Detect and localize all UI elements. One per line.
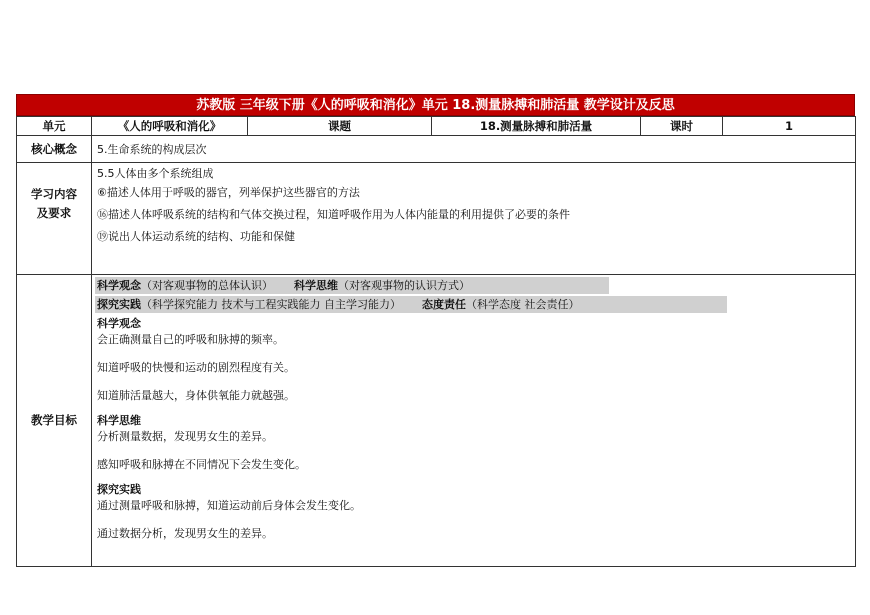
goal-item: 通过数据分析，发现男女生的差异。	[97, 527, 273, 540]
tag-title: 科学思维	[293, 279, 338, 292]
tag-title: 态度责任	[421, 298, 466, 311]
teaching-goals-label: 教学目标	[17, 275, 92, 567]
tag-desc: （对客观事物的认识方式）	[337, 279, 470, 292]
goal-item: 分析测量数据，发现男女生的差异。	[97, 430, 273, 443]
period-value: 1	[723, 117, 856, 136]
learning-item: 5.5人体由多个系统组成	[97, 167, 214, 180]
learning-item: ⑯描述人体呼吸系统的结构和气体交换过程，知道呼吸作用为人体内能量的利用提供了必要的条件	[97, 208, 570, 221]
lesson-value: 18.测量脉搏和肺活量	[432, 117, 641, 136]
teaching-goals-row	[17, 275, 856, 567]
tag-desc: （科学态度 社会责任）	[465, 298, 580, 311]
goal-section-title: 科学思维	[97, 414, 141, 427]
learning-content-list	[92, 163, 856, 275]
period-label: 课时	[641, 117, 723, 136]
lesson-plan-table	[16, 116, 856, 567]
learning-item: ⑲说出人体运动系统的结构、功能和保健	[97, 230, 295, 243]
learning-label-line2: 及要求	[36, 206, 72, 220]
teaching-goals-content	[92, 275, 856, 567]
learning-content-label	[17, 163, 92, 275]
goal-tags-row-2	[95, 296, 727, 313]
tag-title: 探究实践	[97, 298, 141, 311]
goal-section-title: 科学观念	[97, 317, 141, 330]
unit-value: 《人的呼吸和消化》	[92, 117, 248, 136]
learning-content-row	[17, 163, 856, 275]
goal-item: 知道呼吸的快慢和运动的剧烈程度有关。	[97, 361, 295, 374]
unit-label: 单元	[17, 117, 92, 136]
core-concept-row	[17, 136, 856, 163]
header-row	[17, 117, 856, 136]
tag-desc: （对客观事物的总体认识）	[141, 279, 273, 292]
document-title-banner: 苏教版 三年级下册《人的呼吸和消化》单元 18.测量脉搏和肺活量 教学设计及反思	[16, 94, 855, 116]
goal-section-title: 探究实践	[97, 483, 141, 496]
goal-item: 知道肺活量越大，身体供氧能力就越强。	[97, 389, 295, 402]
goal-tags-row-1	[95, 277, 609, 294]
lesson-label: 课题	[248, 117, 432, 136]
learning-item: ⑥描述人体用于呼吸的器官，列举保护这些器官的方法	[97, 186, 360, 199]
goal-item: 会正确测量自己的呼吸和脉搏的频率。	[97, 333, 284, 346]
tag-title: 科学观念	[97, 279, 141, 292]
tag-desc: （科学探究能力 技术与工程实践能力 自主学习能力）	[141, 298, 401, 311]
goal-item: 通过测量呼吸和脉搏，知道运动前后身体会发生变化。	[97, 499, 361, 512]
core-concept-value: 5.生命系统的构成层次	[97, 143, 207, 156]
lesson-plan-document	[16, 94, 855, 567]
learning-label-line1: 学习内容	[31, 187, 77, 201]
goal-item: 感知呼吸和脉搏在不同情况下会发生变化。	[97, 458, 306, 471]
core-concept-label: 核心概念	[17, 136, 92, 163]
